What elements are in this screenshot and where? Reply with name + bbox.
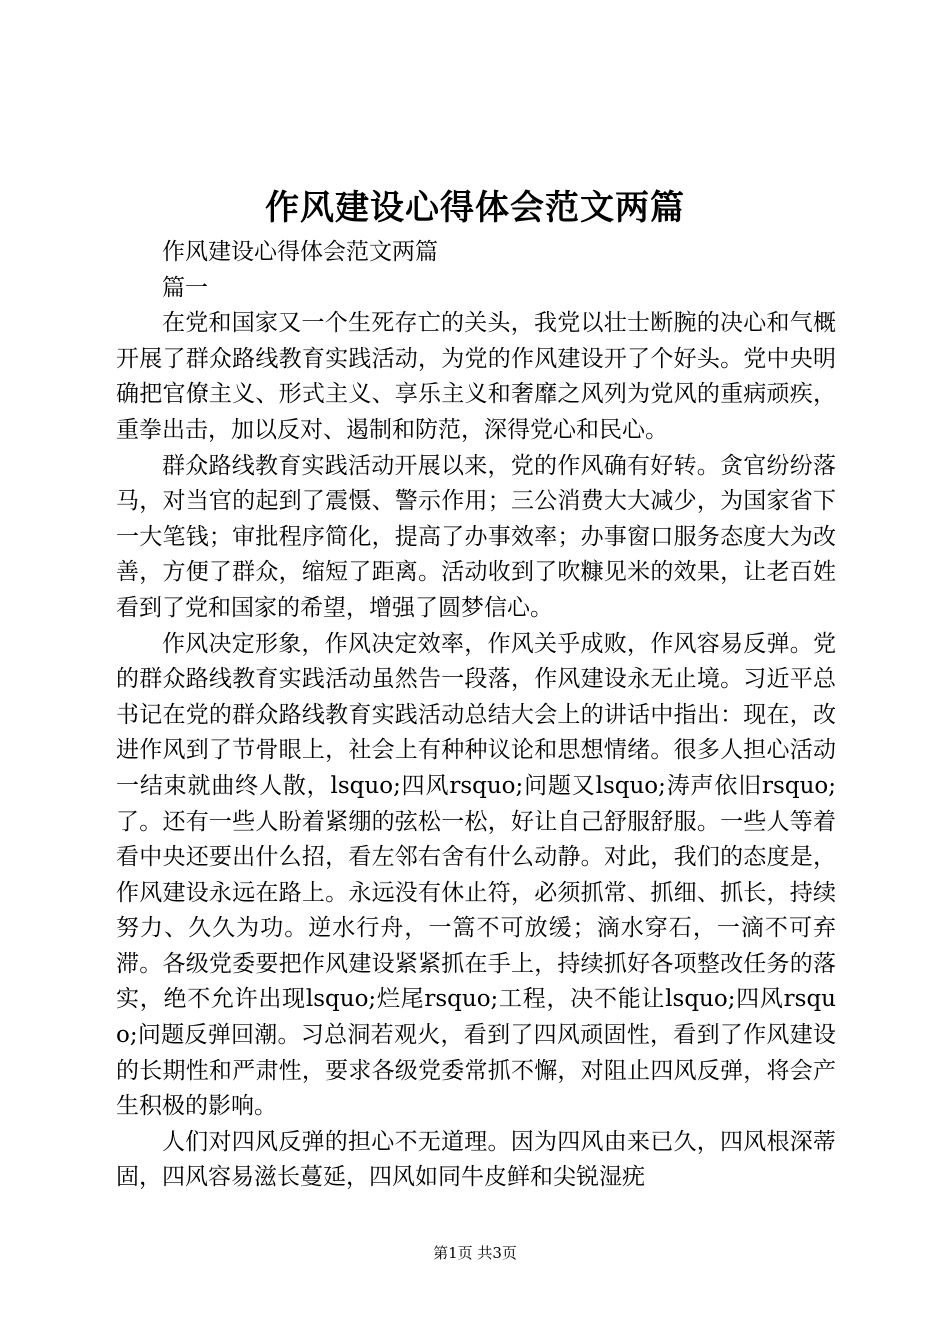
section-heading: 篇一 (162, 274, 208, 301)
page-footer: 第1页 共3页 (433, 1244, 517, 1262)
body-paragraph: 作风决定形象，作风决定效率，作风关乎成败，作风容易反弹。党的群众路线教育实践活动虽然告一段落，作风建设永无止境。习近平总书记在党的群众路线教育实践活动总结大会上的讲话中指出：现在，改进作风到了节骨眼上，社会上有种种议论和思想情绪。很多人担心活动一结束就曲终人散，lsquo;四风rsquo;问题又lsquo;涛声依旧rsquo;了。还有一些人盼着紧绷的弦松一松，好让自己舒服舒服。一些人等着看中央还要出什么招，看左邻右舍有什么动静。对此，我们的态度是，作风建设永远在路上。永远没有休止符，必须抓常、抓细、抓长，持续努力、久久为功。逆水行舟，一篙不可放缓；滴水穿石，一滴不可弃滞。各级党委要把作风建设紧紧抓在手上，持续抓好各项整改任务的落实，绝不允许出现lsquo;烂尾rsquo;工程，决不能让lsquo;四风rsquo;问题反弹回潮。习总洞若观火，看到了四风顽固性，看到了作风建设的长期性和严肃性，要求各级党委常抓不懈，对阻止四风反弹，将会产生积极的影响。 (116, 630, 836, 1120)
document-body (116, 235, 836, 1196)
body-paragraph: 群众路线教育实践活动开展以来，党的作风确有好转。贪官纷纷落马，对当官的起到了震慑、警示作用；三公消费大大减少，为国家省下一大笔钱；审批程序简化，提高了办事效率；办事窗口服务态度大为改善，方便了群众，缩短了距离。活动收到了吹糠见米的效果，让老百姓看到了党和国家的希望，增强了圆梦信心。 (116, 452, 836, 621)
body-paragraph: 人们对四风反弹的担心不无道理。因为四风由来已久，四风根深蒂固，四风容易滋长蔓延，四风如同牛皮鲜和尖锐湿疣 (116, 1128, 836, 1191)
subtitle-paragraph: 作风建设心得体会范文两篇 (162, 239, 438, 265)
document-title: 作风建设心得体会范文两篇 (265, 188, 685, 228)
body-paragraph: 在党和国家又一个生死存亡的关头，我党以壮士断腕的决心和气概开展了群众路线教育实践活动，为党的作风建设开了个好头。党中央明确把官僚主义、形式主义、享乐主义和奢靡之风列为党风的重病顽疾，重拳出击，加以反对、遏制和防范，深得党心和民心。 (116, 310, 836, 443)
